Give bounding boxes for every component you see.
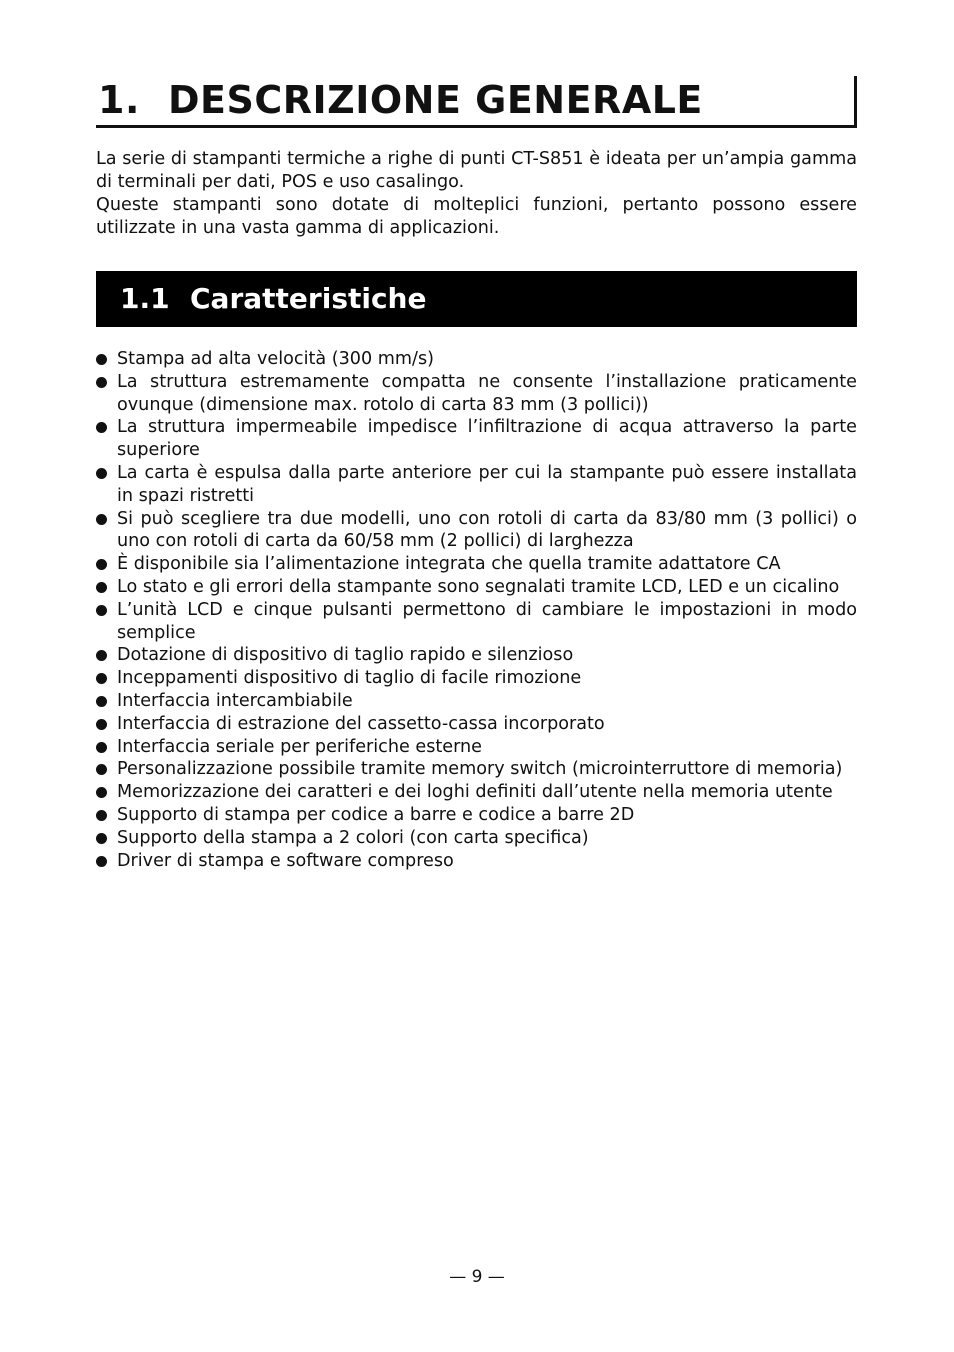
list-item bbox=[96, 599, 857, 645]
bullet-icon bbox=[96, 377, 107, 388]
bullet-icon bbox=[96, 810, 107, 821]
feature-text: Si può scegliere tra due modelli, uno con rotoli di carta da 83/80 mm (3 pollici) o uno con rotoli di carta da 60/58 mm (2 pollici) di larghezza bbox=[117, 508, 857, 552]
chapter-title bbox=[98, 78, 703, 122]
feature-text: Interfaccia di estrazione del cassetto-cassa incorporato bbox=[117, 713, 605, 734]
feature-text: Dotazione di dispositivo di taglio rapido e silenzioso bbox=[117, 645, 574, 666]
bullet-icon bbox=[96, 764, 107, 775]
bullet-icon bbox=[96, 559, 107, 570]
bullet-icon bbox=[96, 856, 107, 867]
intro-paragraph: Queste stampanti sono dotate di molteplici funzioni, pertanto possono essere utilizzate in una vasta gamma di applicazioni. bbox=[96, 195, 857, 238]
feature-text: Stampa ad alta velocità (300 mm/s) bbox=[117, 349, 435, 369]
section-title bbox=[120, 279, 426, 319]
feature-text: La struttura impermeabile impedisce l’infiltrazione di acqua attraverso la parte superiore bbox=[117, 417, 857, 461]
list-item bbox=[96, 462, 857, 508]
list-item bbox=[96, 690, 857, 713]
bullet-icon bbox=[96, 582, 107, 593]
bullet-icon bbox=[96, 787, 107, 798]
page-number: — 9 — bbox=[449, 1267, 505, 1287]
list-item bbox=[96, 553, 857, 576]
list-item bbox=[96, 850, 857, 873]
intro-paragraph: La serie di stampanti termiche a righe di punti CT-S851 è ideata per un’ampia gamma di terminali per dati, POS e uso casalingo. bbox=[96, 149, 857, 192]
bullet-icon bbox=[96, 833, 107, 844]
bullet-icon bbox=[96, 719, 107, 730]
section-heading-bar bbox=[96, 271, 857, 327]
chapter-title-text: DESCRIZIONE GENERALE bbox=[168, 78, 703, 122]
list-item bbox=[96, 644, 857, 667]
bullet-icon bbox=[96, 696, 107, 707]
section-title-text: Caratteristiche bbox=[190, 282, 427, 315]
chapter-number: 1. bbox=[98, 78, 140, 122]
list-item bbox=[96, 371, 857, 417]
intro-text bbox=[96, 148, 857, 240]
feature-text: Driver di stampa e software compreso bbox=[117, 850, 454, 871]
list-item bbox=[96, 416, 857, 462]
feature-text: Memorizzazione dei caratteri e dei loghi definiti dall’utente nella memoria utente bbox=[117, 782, 833, 803]
bullet-icon bbox=[96, 605, 107, 616]
bullet-icon bbox=[96, 742, 107, 753]
feature-text: Supporto di stampa per codice a barre e codice a barre 2D bbox=[117, 804, 635, 825]
bullet-icon bbox=[96, 422, 107, 433]
list-item bbox=[96, 576, 857, 599]
bullet-icon bbox=[96, 514, 107, 525]
list-item bbox=[96, 713, 857, 736]
features-list bbox=[96, 348, 857, 872]
list-item bbox=[96, 781, 857, 804]
bullet-icon bbox=[96, 354, 107, 365]
feature-text: La carta è espulsa dalla parte anteriore per cui la stampante può essere installata in spazi ristretti bbox=[117, 462, 857, 506]
list-item bbox=[96, 804, 857, 827]
feature-text: L’unità LCD e cinque pulsanti permettono di cambiare le impostazioni in modo semplice bbox=[117, 599, 857, 643]
feature-text: Lo stato e gli errori della stampante sono segnalati tramite LCD, LED e un cicalino bbox=[117, 576, 840, 597]
bullet-icon bbox=[96, 650, 107, 661]
chapter-heading bbox=[96, 76, 857, 128]
feature-text: Supporto della stampa a 2 colori (con carta specifica) bbox=[117, 827, 589, 848]
feature-text: Interfaccia intercambiabile bbox=[117, 690, 353, 711]
feature-text: È disponibile sia l’alimentazione integrata che quella tramite adattatore CA bbox=[117, 554, 781, 575]
list-item bbox=[96, 827, 857, 850]
list-item bbox=[96, 667, 857, 690]
list-item bbox=[96, 736, 857, 759]
section-number: 1.1 bbox=[120, 282, 170, 315]
bullet-icon bbox=[96, 673, 107, 684]
list-item bbox=[96, 758, 857, 781]
feature-text: Personalizzazione possibile tramite memory switch (microinterruttore di memoria) bbox=[117, 759, 843, 780]
feature-text: Inceppamenti dispositivo di taglio di facile rimozione bbox=[117, 668, 582, 689]
list-item bbox=[96, 348, 857, 371]
feature-text: La struttura estremamente compatta ne consente l’installazione praticamente ovunque (dimensione max. rotolo di carta 83 mm (3 pollici)) bbox=[117, 371, 857, 415]
feature-text: Interfaccia seriale per periferiche esterne bbox=[117, 736, 483, 757]
bullet-icon bbox=[96, 468, 107, 479]
list-item bbox=[96, 508, 857, 554]
